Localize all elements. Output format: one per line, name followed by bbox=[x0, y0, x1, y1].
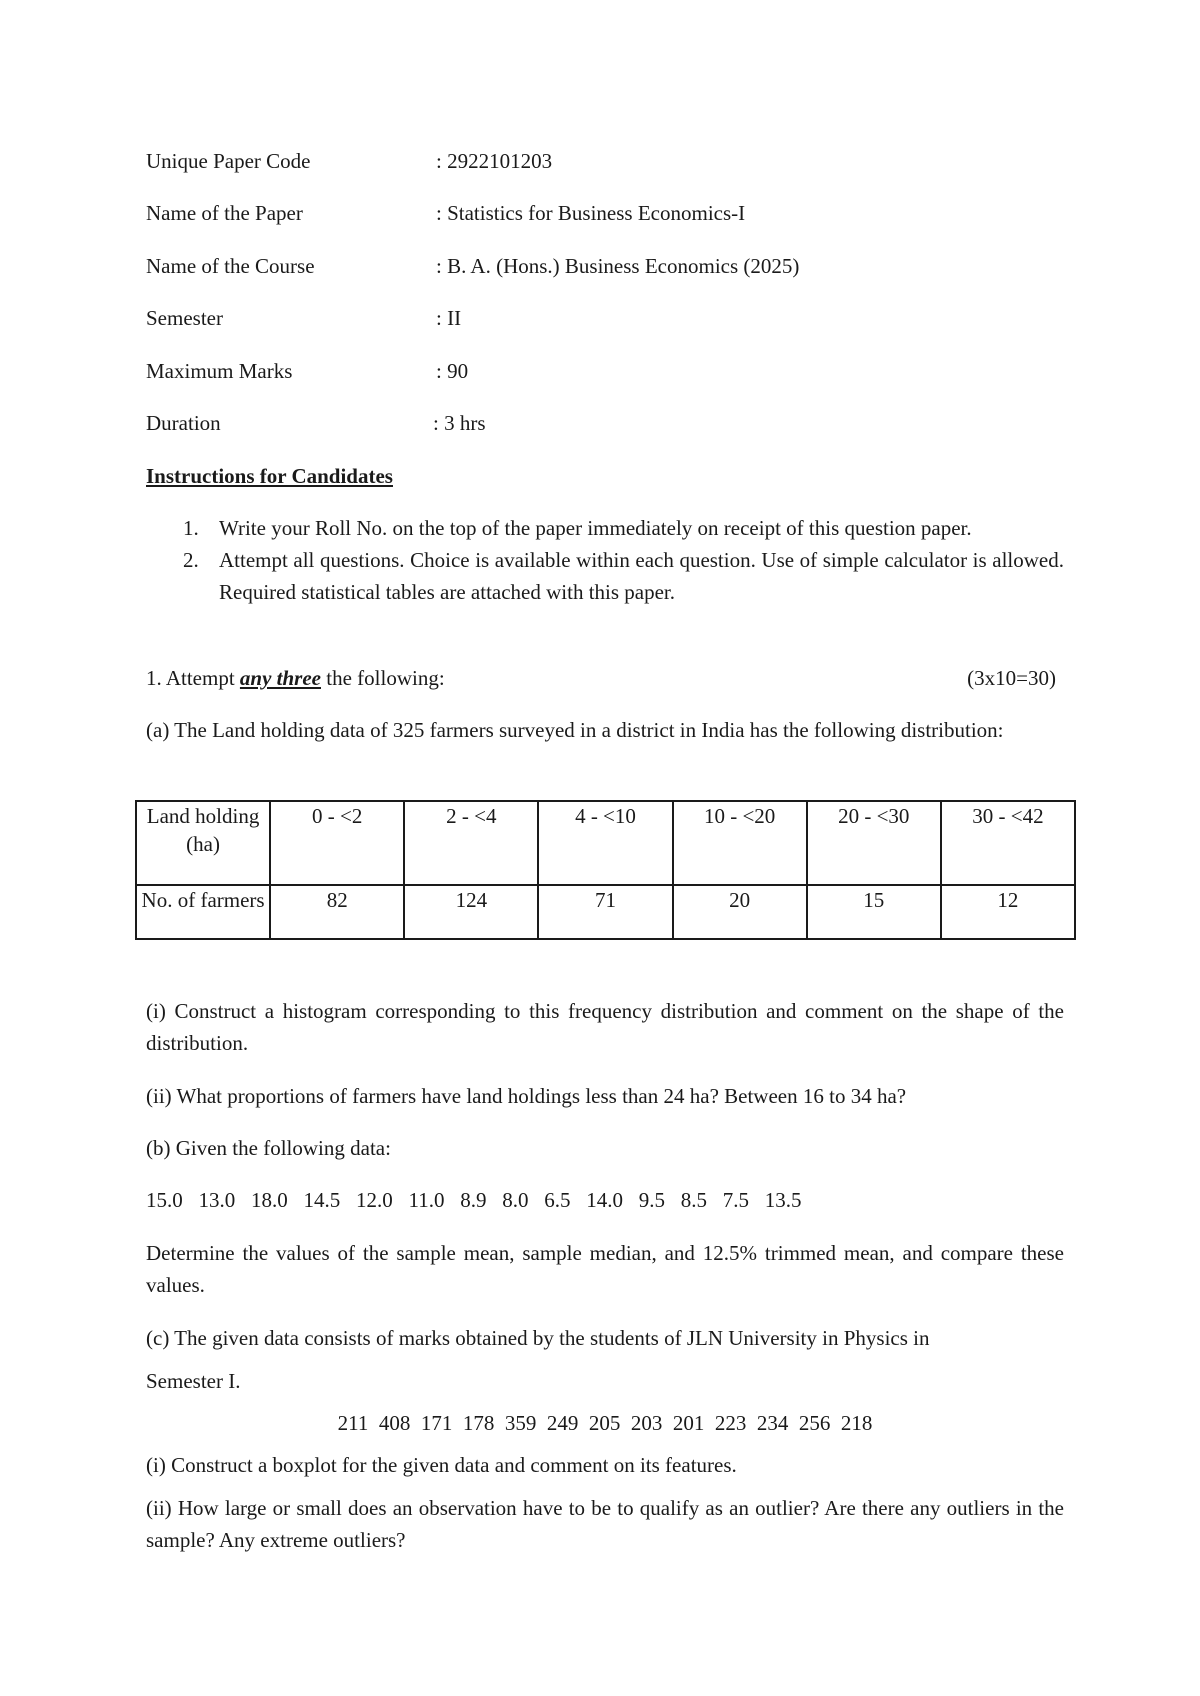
instruction-text: Attempt all questions. Choice is available within each question. Use of simple calculator is allowed. Required statistical tables are attached with this paper. bbox=[219, 548, 1064, 604]
meta-label: Semester bbox=[146, 306, 223, 330]
question-emphasis: any three bbox=[239, 666, 321, 690]
question-1-title bbox=[146, 662, 1064, 694]
table-row-header: No. of farmers bbox=[136, 885, 270, 939]
meta-value: : II bbox=[436, 306, 462, 330]
instructions-list bbox=[146, 512, 1064, 608]
meta-label: Maximum Marks bbox=[146, 359, 293, 383]
part-c-i: (i) Construct a boxplot for the given data and comment on its features. bbox=[146, 1453, 737, 1477]
meta-label: Unique Paper Code bbox=[146, 149, 311, 173]
part-c-ii: (ii) How large or small does an observation have to be to qualify as an outlier? Are there any outliers in the sample? Any extreme outliers? bbox=[146, 1496, 1064, 1552]
instruction-item bbox=[146, 512, 1064, 544]
table-cell: 12 bbox=[941, 885, 1075, 939]
meta-value: : 3 hrs bbox=[433, 411, 486, 435]
meta-value: : 90 bbox=[436, 359, 469, 383]
part-b-data: 15.0 13.0 18.0 14.5 12.0 11.0 8.9 8.0 6.5 14.0 9.5 8.5 7.5 13.5 bbox=[146, 1188, 802, 1212]
part-a-intro: (a) The Land holding data of 325 farmers surveyed in a district in India has the following distribution: bbox=[146, 718, 1004, 742]
table-cell: 4 - <10 bbox=[538, 801, 672, 885]
instructions-heading: Instructions for Candidates bbox=[146, 464, 393, 488]
meta-label: Name of the Paper bbox=[146, 201, 303, 225]
table-cell: 30 - <42 bbox=[941, 801, 1075, 885]
meta-label: Name of the Course bbox=[146, 254, 315, 278]
land-holding-table bbox=[135, 800, 1076, 940]
table-row bbox=[136, 885, 1075, 939]
question-suffix: the following: bbox=[321, 666, 445, 690]
part-c-data: 211 408 171 178 359 249 205 203 201 223 234 256 218 bbox=[337, 1411, 873, 1435]
question-marks: (3x10=30) bbox=[967, 666, 1056, 690]
table-cell: 82 bbox=[270, 885, 404, 939]
table-row-header: Land holding (ha) bbox=[136, 801, 270, 885]
table-cell: 124 bbox=[404, 885, 538, 939]
part-a-i: (i) Construct a histogram corresponding to this frequency distribution and comment on the shape of the distribution. bbox=[146, 999, 1064, 1055]
meta-value: : Statistics for Business Economics-I bbox=[436, 201, 746, 225]
instruction-text: Write your Roll No. on the top of the paper immediately on receipt of this question paper. bbox=[219, 516, 972, 540]
table-cell: 15 bbox=[807, 885, 941, 939]
meta-label: Duration bbox=[146, 411, 221, 435]
table-cell: 71 bbox=[538, 885, 672, 939]
part-c-intro-line2: Semester I. bbox=[146, 1369, 241, 1393]
part-c-intro-line1: (c) The given data consists of marks obtained by the students of JLN University in Physics in bbox=[146, 1326, 930, 1350]
table-cell: 20 - <30 bbox=[807, 801, 941, 885]
table-cell: 20 bbox=[673, 885, 807, 939]
meta-value: : B. A. (Hons.) Business Economics (2025) bbox=[436, 254, 800, 278]
instruction-item bbox=[146, 544, 1064, 608]
table-row bbox=[136, 801, 1075, 885]
instruction-number: 2. bbox=[183, 548, 199, 572]
meta-value: : 2922101203 bbox=[436, 149, 553, 173]
part-b-task: Determine the values of the sample mean, sample median, and 12.5% trimmed mean, and compare these values. bbox=[146, 1241, 1064, 1297]
part-a-ii: (ii) What proportions of farmers have land holdings less than 24 ha? Between 16 to 34 ha? bbox=[146, 1084, 907, 1108]
instruction-number: 1. bbox=[183, 516, 199, 540]
question-prefix: 1. Attempt bbox=[146, 666, 240, 690]
table-cell: 0 - <2 bbox=[270, 801, 404, 885]
table-cell: 2 - <4 bbox=[404, 801, 538, 885]
table-cell: 10 - <20 bbox=[673, 801, 807, 885]
part-b-intro: (b) Given the following data: bbox=[146, 1136, 391, 1160]
